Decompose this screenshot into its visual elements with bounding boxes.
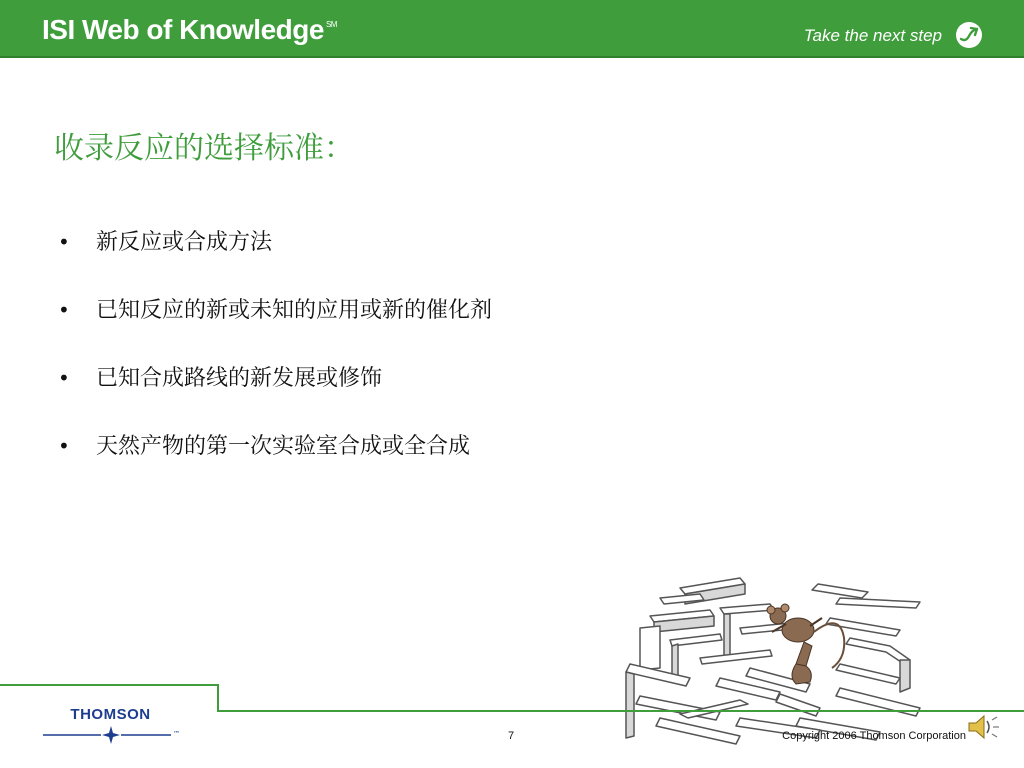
- bullet-dot: •: [58, 434, 70, 458]
- bullet-dot: •: [58, 230, 70, 254]
- bullet-dot: •: [58, 366, 70, 390]
- copyright-text: Copyright 2006 Thomson Corporation: [782, 730, 966, 742]
- bullet-item: [58, 290, 492, 358]
- speaker-icon[interactable]: [966, 712, 1000, 742]
- bullet-item: [58, 426, 492, 494]
- bullet-list: [58, 222, 492, 494]
- service-mark: SM: [325, 20, 337, 29]
- brand-title: [42, 14, 337, 46]
- maze-mouse-illustration: [600, 568, 930, 753]
- page-number: 7: [508, 730, 515, 742]
- logo-star-icon: [43, 726, 178, 744]
- bullet-text: 已知反应的新或未知的应用或新的催化剂: [96, 298, 493, 323]
- slide-title: 收录反应的选择标准：: [54, 131, 354, 166]
- bullet-text: 新反应或合成方法: [96, 230, 273, 255]
- bullet-dot: •: [58, 298, 70, 322]
- logo-text: THOMSON: [70, 706, 151, 723]
- tagline: Take the next step: [803, 26, 942, 45]
- brand-title-text: ISI Web of Knowledge: [42, 14, 324, 45]
- thomson-logo: [43, 706, 178, 744]
- bullet-text: 已知合成路线的新发展或修饰: [96, 366, 383, 391]
- bullet-item: [58, 358, 492, 426]
- bullet-text: 天然产物的第一次实验室合成或全合成: [96, 434, 471, 459]
- trademark: ™: [173, 730, 180, 738]
- next-step-arrow-icon: [954, 20, 984, 50]
- header-bar: [0, 0, 1024, 58]
- bullet-item: [58, 222, 492, 290]
